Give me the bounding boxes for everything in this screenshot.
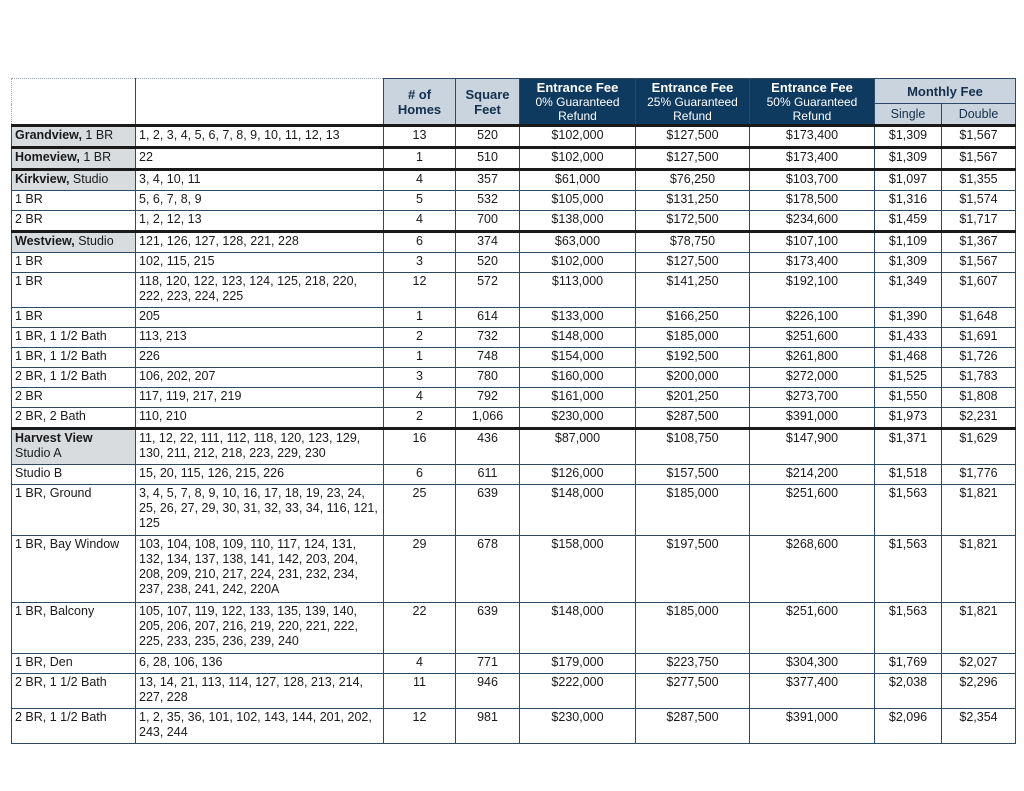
sqft-cell: 510 <box>456 148 520 170</box>
unit-numbers-cell: 11, 12, 22, 111, 112, 118, 120, 123, 129, 130, 211, 212, 218, 223, 229, 230 <box>136 429 384 465</box>
table-row <box>12 191 1016 211</box>
unit-type-label: 1 BR, Balcony <box>15 604 95 618</box>
sqft-cell: 981 <box>456 709 520 744</box>
table-row <box>12 408 1016 429</box>
table-row <box>12 148 1016 170</box>
table-row <box>12 465 1016 485</box>
sqft-cell: 748 <box>456 348 520 368</box>
fee0-cell: $179,000 <box>520 654 636 674</box>
fee25-cell: $197,500 <box>636 536 750 603</box>
double-cell: $1,355 <box>942 170 1016 191</box>
fee25-cell: $157,500 <box>636 465 750 485</box>
unit-numbers-cell: 15, 20, 115, 126, 215, 226 <box>136 465 384 485</box>
fee50-cell: $103,700 <box>750 170 875 191</box>
header-square-feet: Square Feet <box>456 79 520 126</box>
fee0-cell: $63,000 <box>520 232 636 253</box>
unit-numbers-cell: 117, 119, 217, 219 <box>136 388 384 408</box>
building-name: Kirkview, <box>15 172 70 186</box>
single-cell: $1,518 <box>875 465 942 485</box>
unit-type-cell <box>12 348 136 368</box>
header-blank-units <box>136 79 384 126</box>
fee50-cell: $261,800 <box>750 348 875 368</box>
unit-type-label: Studio <box>74 234 114 248</box>
double-cell: $1,629 <box>942 429 1016 465</box>
fee50-cell: $214,200 <box>750 465 875 485</box>
fee0-cell: $148,000 <box>520 328 636 348</box>
sqft-cell: 436 <box>456 429 520 465</box>
table-row <box>12 126 1016 148</box>
unit-type-cell <box>12 232 136 253</box>
fee0-cell: $160,000 <box>520 368 636 388</box>
fee25-cell: $200,000 <box>636 368 750 388</box>
unit-type-cell <box>12 148 136 170</box>
single-cell: $2,038 <box>875 674 942 709</box>
fee25-cell: $127,500 <box>636 253 750 273</box>
unit-type-label: Studio A <box>15 446 62 460</box>
single-cell: $1,550 <box>875 388 942 408</box>
unit-type-label: 1 BR, Ground <box>15 486 92 500</box>
table-row <box>12 211 1016 232</box>
double-cell: $1,717 <box>942 211 1016 232</box>
homes-cell: 3 <box>384 253 456 273</box>
homes-cell: 13 <box>384 126 456 148</box>
unit-numbers-cell: 3, 4, 5, 7, 8, 9, 10, 16, 17, 18, 19, 23, 24, 25, 26, 27, 29, 30, 31, 32, 33, 34, 116, 121, 125 <box>136 485 384 536</box>
double-cell: $1,821 <box>942 536 1016 603</box>
unit-type-cell <box>12 536 136 603</box>
homes-cell: 22 <box>384 603 456 654</box>
homes-cell: 6 <box>384 232 456 253</box>
fee0-cell: $126,000 <box>520 465 636 485</box>
fee0-cell: $230,000 <box>520 709 636 744</box>
pricing-table <box>11 78 1016 744</box>
unit-numbers-cell: 105, 107, 119, 122, 133, 135, 139, 140, 205, 206, 207, 216, 219, 220, 221, 222, 225, 233, 235, 236, 239, 240 <box>136 603 384 654</box>
fee50-cell: $377,400 <box>750 674 875 709</box>
unit-type-cell <box>12 253 136 273</box>
unit-type-label: 1 BR, 1 1/2 Bath <box>15 329 107 343</box>
fee50-cell: $147,900 <box>750 429 875 465</box>
fee50-cell: $234,600 <box>750 211 875 232</box>
double-cell: $1,574 <box>942 191 1016 211</box>
unit-numbers-cell: 102, 115, 215 <box>136 253 384 273</box>
fee25-cell: $185,000 <box>636 328 750 348</box>
homes-cell: 1 <box>384 148 456 170</box>
unit-numbers-cell: 6, 28, 106, 136 <box>136 654 384 674</box>
single-cell: $1,097 <box>875 170 942 191</box>
sqft-cell: 792 <box>456 388 520 408</box>
fee25-cell: $172,500 <box>636 211 750 232</box>
homes-cell: 12 <box>384 273 456 308</box>
unit-type-cell <box>12 429 136 465</box>
building-name: Grandview, <box>15 128 82 142</box>
single-cell: $1,563 <box>875 603 942 654</box>
double-cell: $1,607 <box>942 273 1016 308</box>
unit-type-label: 1 BR <box>15 274 43 288</box>
fee0-cell: $148,000 <box>520 485 636 536</box>
table-row <box>12 308 1016 328</box>
fee50-cell: $268,600 <box>750 536 875 603</box>
fee0-cell: $105,000 <box>520 191 636 211</box>
unit-numbers-cell: 5, 6, 7, 8, 9 <box>136 191 384 211</box>
building-name: Westview, <box>15 234 75 248</box>
unit-type-label: Studio <box>69 172 109 186</box>
table-body <box>12 126 1016 744</box>
fee25-cell: $185,000 <box>636 485 750 536</box>
homes-cell: 6 <box>384 465 456 485</box>
fee0-cell: $102,000 <box>520 148 636 170</box>
single-cell: $1,316 <box>875 191 942 211</box>
unit-numbers-cell: 110, 210 <box>136 408 384 429</box>
unit-numbers-cell: 113, 213 <box>136 328 384 348</box>
unit-type-label: 1 BR <box>79 150 112 164</box>
table-row <box>12 253 1016 273</box>
double-cell: $1,808 <box>942 388 1016 408</box>
fee25-cell: $277,500 <box>636 674 750 709</box>
header-entrance-fee-50: Entrance Fee 50% Guaranteed Refund <box>750 79 875 126</box>
unit-numbers-cell: 1, 2, 12, 13 <box>136 211 384 232</box>
table-row <box>12 429 1016 465</box>
table-header <box>12 79 1016 126</box>
sqft-cell: 946 <box>456 674 520 709</box>
fee25-cell: $127,500 <box>636 126 750 148</box>
unit-numbers-cell: 1, 2, 35, 36, 101, 102, 143, 144, 201, 202, 243, 244 <box>136 709 384 744</box>
fee25-cell: $166,250 <box>636 308 750 328</box>
single-cell: $2,096 <box>875 709 942 744</box>
fee25-cell: $192,500 <box>636 348 750 368</box>
unit-type-label: 1 BR <box>15 309 43 323</box>
header-blank-name <box>12 79 136 126</box>
fee50-cell: $251,600 <box>750 328 875 348</box>
unit-type-label: 2 BR, 1 1/2 Bath <box>15 675 107 689</box>
header-single: Single <box>875 104 942 126</box>
unit-numbers-cell: 226 <box>136 348 384 368</box>
table-row <box>12 348 1016 368</box>
sqft-cell: 771 <box>456 654 520 674</box>
unit-type-cell <box>12 126 136 148</box>
unit-type-label: 2 BR <box>15 212 43 226</box>
homes-cell: 4 <box>384 388 456 408</box>
unit-type-cell <box>12 368 136 388</box>
sqft-cell: 520 <box>456 253 520 273</box>
unit-type-cell <box>12 408 136 429</box>
table-row <box>12 170 1016 191</box>
unit-type-cell <box>12 273 136 308</box>
table-row <box>12 328 1016 348</box>
sqft-cell: 639 <box>456 603 520 654</box>
unit-type-label: 1 BR, Bay Window <box>15 537 120 551</box>
unit-type-cell <box>12 709 136 744</box>
single-cell: $1,390 <box>875 308 942 328</box>
homes-cell: 11 <box>384 674 456 709</box>
unit-type-cell <box>12 211 136 232</box>
unit-type-cell <box>12 328 136 348</box>
fee25-cell: $223,750 <box>636 654 750 674</box>
table-row <box>12 654 1016 674</box>
sqft-cell: 532 <box>456 191 520 211</box>
fee0-cell: $113,000 <box>520 273 636 308</box>
table-row <box>12 485 1016 536</box>
unit-type-label: 1 BR <box>81 128 114 142</box>
fee0-cell: $87,000 <box>520 429 636 465</box>
unit-numbers-cell: 103, 104, 108, 109, 110, 117, 124, 131, 132, 134, 137, 138, 141, 142, 203, 204, 208, 209, 210, 217, 224, 231, 232, 234, 237, 238, 241, 242, 220A <box>136 536 384 603</box>
unit-numbers-cell: 1, 2, 3, 4, 5, 6, 7, 8, 9, 10, 11, 12, 13 <box>136 126 384 148</box>
fee50-cell: $273,700 <box>750 388 875 408</box>
table-row <box>12 603 1016 654</box>
sqft-cell: 639 <box>456 485 520 536</box>
unit-type-label: Studio B <box>15 466 63 480</box>
table-row <box>12 273 1016 308</box>
sqft-cell: 357 <box>456 170 520 191</box>
fee0-cell: $102,000 <box>520 253 636 273</box>
double-cell: $1,648 <box>942 308 1016 328</box>
double-cell: $1,726 <box>942 348 1016 368</box>
fee25-cell: $76,250 <box>636 170 750 191</box>
single-cell: $1,459 <box>875 211 942 232</box>
unit-type-cell <box>12 191 136 211</box>
single-cell: $1,309 <box>875 148 942 170</box>
sqft-cell: 572 <box>456 273 520 308</box>
sqft-cell: 614 <box>456 308 520 328</box>
homes-cell: 12 <box>384 709 456 744</box>
header-homes: # of Homes <box>384 79 456 126</box>
double-cell: $1,776 <box>942 465 1016 485</box>
double-cell: $2,354 <box>942 709 1016 744</box>
table-row <box>12 232 1016 253</box>
double-cell: $2,027 <box>942 654 1016 674</box>
double-cell: $1,567 <box>942 126 1016 148</box>
fee25-cell: $127,500 <box>636 148 750 170</box>
table-row <box>12 368 1016 388</box>
fee25-cell: $131,250 <box>636 191 750 211</box>
fee50-cell: $173,400 <box>750 126 875 148</box>
single-cell: $1,309 <box>875 126 942 148</box>
single-cell: $1,109 <box>875 232 942 253</box>
single-cell: $1,769 <box>875 654 942 674</box>
sqft-cell: 780 <box>456 368 520 388</box>
fee25-cell: $185,000 <box>636 603 750 654</box>
unit-numbers-cell: 118, 120, 122, 123, 124, 125, 218, 220, 222, 223, 224, 225 <box>136 273 384 308</box>
fee0-cell: $158,000 <box>520 536 636 603</box>
unit-type-cell <box>12 308 136 328</box>
single-cell: $1,371 <box>875 429 942 465</box>
double-cell: $1,821 <box>942 603 1016 654</box>
double-cell: $2,231 <box>942 408 1016 429</box>
single-cell: $1,563 <box>875 536 942 603</box>
double-cell: $1,567 <box>942 148 1016 170</box>
unit-numbers-cell: 13, 14, 21, 113, 114, 127, 128, 213, 214, 227, 228 <box>136 674 384 709</box>
table-row <box>12 536 1016 603</box>
header-double: Double <box>942 104 1016 126</box>
double-cell: $1,367 <box>942 232 1016 253</box>
unit-type-cell <box>12 654 136 674</box>
single-cell: $1,309 <box>875 253 942 273</box>
unit-numbers-cell: 205 <box>136 308 384 328</box>
homes-cell: 4 <box>384 170 456 191</box>
fee25-cell: $78,750 <box>636 232 750 253</box>
sqft-cell: 374 <box>456 232 520 253</box>
fee50-cell: $272,000 <box>750 368 875 388</box>
homes-cell: 25 <box>384 485 456 536</box>
homes-cell: 16 <box>384 429 456 465</box>
sqft-cell: 1,066 <box>456 408 520 429</box>
single-cell: $1,973 <box>875 408 942 429</box>
building-name: Homeview, <box>15 150 80 164</box>
unit-type-cell <box>12 170 136 191</box>
fee0-cell: $102,000 <box>520 126 636 148</box>
fee50-cell: $192,100 <box>750 273 875 308</box>
homes-cell: 3 <box>384 368 456 388</box>
building-name: Harvest View <box>15 431 93 445</box>
fee50-cell: $251,600 <box>750 603 875 654</box>
homes-cell: 1 <box>384 348 456 368</box>
unit-type-label: 1 BR, Den <box>15 655 73 669</box>
fee0-cell: $230,000 <box>520 408 636 429</box>
unit-type-label: 1 BR <box>15 254 43 268</box>
fee25-cell: $141,250 <box>636 273 750 308</box>
unit-type-cell <box>12 674 136 709</box>
single-cell: $1,563 <box>875 485 942 536</box>
unit-type-cell <box>12 388 136 408</box>
homes-cell: 5 <box>384 191 456 211</box>
unit-type-cell <box>12 603 136 654</box>
unit-numbers-cell: 3, 4, 10, 11 <box>136 170 384 191</box>
unit-type-label: 2 BR <box>15 389 43 403</box>
sqft-cell: 678 <box>456 536 520 603</box>
fee50-cell: $178,500 <box>750 191 875 211</box>
table-row <box>12 674 1016 709</box>
header-entrance-fee-0: Entrance Fee 0% Guaranteed Refund <box>520 79 636 126</box>
fee50-cell: $173,400 <box>750 253 875 273</box>
sqft-cell: 700 <box>456 211 520 232</box>
fee50-cell: $173,400 <box>750 148 875 170</box>
fee25-cell: $287,500 <box>636 709 750 744</box>
double-cell: $2,296 <box>942 674 1016 709</box>
unit-type-cell <box>12 465 136 485</box>
fee50-cell: $107,100 <box>750 232 875 253</box>
unit-type-label: 2 BR, 1 1/2 Bath <box>15 369 107 383</box>
fee50-cell: $391,000 <box>750 709 875 744</box>
double-cell: $1,567 <box>942 253 1016 273</box>
fee0-cell: $222,000 <box>520 674 636 709</box>
double-cell: $1,783 <box>942 368 1016 388</box>
sqft-cell: 732 <box>456 328 520 348</box>
fee50-cell: $391,000 <box>750 408 875 429</box>
double-cell: $1,821 <box>942 485 1016 536</box>
unit-type-label: 2 BR, 2 Bath <box>15 409 86 423</box>
header-monthly-fee: Monthly Fee <box>875 79 1016 104</box>
fee0-cell: $138,000 <box>520 211 636 232</box>
homes-cell: 2 <box>384 408 456 429</box>
fee0-cell: $161,000 <box>520 388 636 408</box>
header-entrance-fee-25: Entrance Fee 25% Guaranteed Refund <box>636 79 750 126</box>
double-cell: $1,691 <box>942 328 1016 348</box>
homes-cell: 1 <box>384 308 456 328</box>
unit-type-label: 1 BR, 1 1/2 Bath <box>15 349 107 363</box>
homes-cell: 4 <box>384 211 456 232</box>
homes-cell: 29 <box>384 536 456 603</box>
homes-cell: 2 <box>384 328 456 348</box>
single-cell: $1,433 <box>875 328 942 348</box>
table-row <box>12 709 1016 744</box>
unit-numbers-cell: 106, 202, 207 <box>136 368 384 388</box>
fee25-cell: $108,750 <box>636 429 750 465</box>
unit-type-label: 2 BR, 1 1/2 Bath <box>15 710 107 724</box>
fee50-cell: $226,100 <box>750 308 875 328</box>
sqft-cell: 611 <box>456 465 520 485</box>
fee0-cell: $148,000 <box>520 603 636 654</box>
table-row <box>12 388 1016 408</box>
fee0-cell: $133,000 <box>520 308 636 328</box>
single-cell: $1,525 <box>875 368 942 388</box>
fee50-cell: $304,300 <box>750 654 875 674</box>
fee0-cell: $61,000 <box>520 170 636 191</box>
unit-numbers-cell: 22 <box>136 148 384 170</box>
single-cell: $1,349 <box>875 273 942 308</box>
unit-numbers-cell: 121, 126, 127, 128, 221, 228 <box>136 232 384 253</box>
unit-type-cell <box>12 485 136 536</box>
unit-type-label: 1 BR <box>15 192 43 206</box>
fee25-cell: $287,500 <box>636 408 750 429</box>
fee25-cell: $201,250 <box>636 388 750 408</box>
homes-cell: 4 <box>384 654 456 674</box>
single-cell: $1,468 <box>875 348 942 368</box>
fee0-cell: $154,000 <box>520 348 636 368</box>
fee50-cell: $251,600 <box>750 485 875 536</box>
sqft-cell: 520 <box>456 126 520 148</box>
